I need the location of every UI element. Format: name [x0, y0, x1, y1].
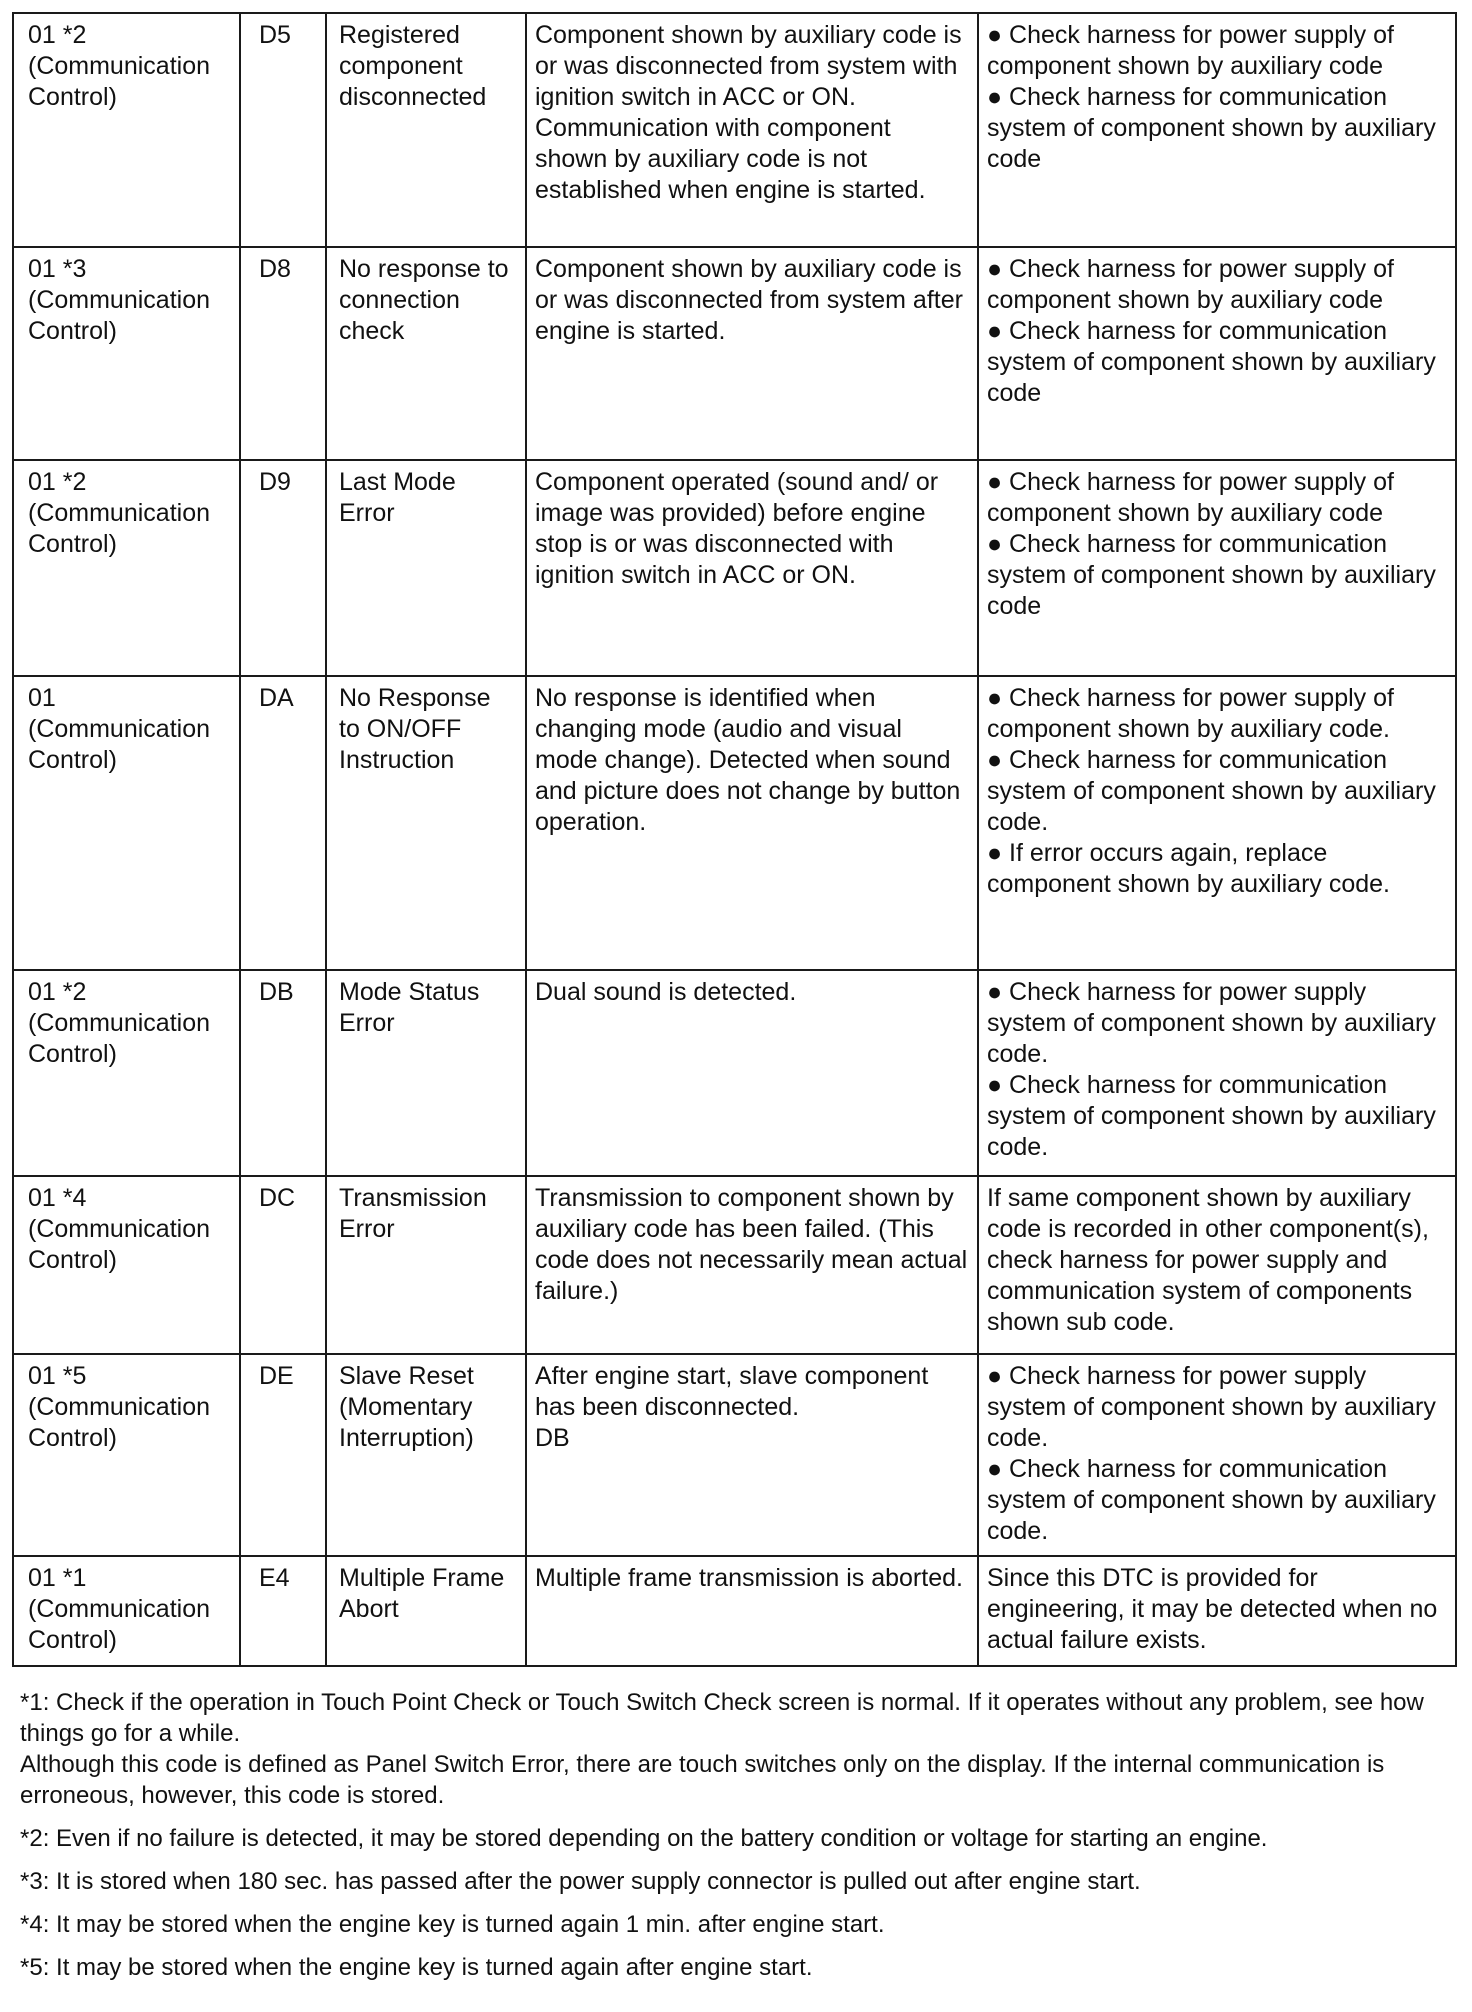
footnote-mark: *5:: [20, 1954, 50, 1981]
remedy-cell: ● Check harness for power supply of component shown by auxiliary code ● Check harness for communication system of component shown by auxiliary code: [978, 460, 1456, 676]
detection-criteria-cell: After engine start, slave component has been disconnected. DB: [526, 1354, 978, 1556]
remedy-cell: If same component shown by auxiliary code is recorded in other component(s), check harness for power supply and communication system of components shown sub code.: [978, 1176, 1456, 1354]
footnote-text: Check if the operation in Touch Point Check or Touch Switch Check screen is normal. If it operates without any problem, see how things go for a while. Although this code is defined as Panel Switch Error, there are touch switches only on the display. If the internal communication is erroneous, however, this code is stored.: [20, 1689, 1424, 1809]
footnote-text: Even if no failure is detected, it may be stored depending on the battery condition or voltage for starting an engine.: [56, 1825, 1268, 1852]
footnote-mark: *2:: [20, 1825, 50, 1852]
system-code-cell: 01 *2 (Communication Control): [13, 460, 240, 676]
dtc-code-cell: D5: [240, 13, 326, 247]
table-row: [13, 1176, 1456, 1354]
footnote-text: It is stored when 180 sec. has passed after the power supply connector is pulled out after engine start.: [56, 1868, 1141, 1895]
dtc-code-cell: DC: [240, 1176, 326, 1354]
dtc-code-cell: DB: [240, 970, 326, 1176]
diagnosis-item-cell: No response to connection check: [326, 247, 526, 460]
footnote-mark: *3:: [20, 1868, 50, 1895]
footnote: [20, 1687, 1450, 1811]
detection-criteria-cell: Component shown by auxiliary code is or was disconnected from system with ignition switch in ACC or ON. Communication with component shown by auxiliary code is not established when engine is started.: [526, 13, 978, 247]
remedy-cell: Since this DTC is provided for engineering, it may be detected when no actual failure exists.: [978, 1556, 1456, 1666]
system-code-cell: 01 *4 (Communication Control): [13, 1176, 240, 1354]
system-code-cell: 01 *2 (Communication Control): [13, 970, 240, 1176]
footnote-mark: *1:: [20, 1689, 50, 1716]
footnote: [20, 1823, 1450, 1854]
remedy-cell: ● Check harness for power supply of component shown by auxiliary code ● Check harness for communication system of component shown by auxiliary code: [978, 247, 1456, 460]
diagnosis-item-cell: Slave Reset (Momentary Interruption): [326, 1354, 526, 1556]
manual-page: [12, 12, 1460, 1995]
footnote-text: It may be stored when the engine key is turned again 1 min. after engine start.: [56, 1911, 885, 1938]
diagnosis-item-cell: No Response to ON/OFF Instruction: [326, 676, 526, 970]
detection-criteria-cell: Component shown by auxiliary code is or was disconnected from system after engine is started.: [526, 247, 978, 460]
detection-criteria-cell: Transmission to component shown by auxiliary code has been failed. (This code does not necessarily mean actual failure.): [526, 1176, 978, 1354]
system-code-cell: 01 *2 (Communication Control): [13, 13, 240, 247]
system-code-cell: 01 (Communication Control): [13, 676, 240, 970]
detection-criteria-cell: Dual sound is detected.: [526, 970, 978, 1176]
system-code-cell: 01 *1 (Communication Control): [13, 1556, 240, 1666]
footnote: [20, 1866, 1450, 1897]
detection-criteria-cell: Multiple frame transmission is aborted.: [526, 1556, 978, 1666]
remedy-cell: ● Check harness for power supply system of component shown by auxiliary code. ● Check harness for communication system of component shown by auxiliary code.: [978, 970, 1456, 1176]
remedy-cell: ● Check harness for power supply of component shown by auxiliary code ● Check harness for communication system of component shown by auxiliary code: [978, 13, 1456, 247]
footnote-text: It may be stored when the engine key is turned again after engine start.: [56, 1954, 813, 1981]
detection-criteria-cell: Component operated (sound and/ or image was provided) before engine stop is or was disconnected with ignition switch in ACC or ON.: [526, 460, 978, 676]
dtc-table: [12, 12, 1457, 1667]
diagnosis-item-cell: Multiple Frame Abort: [326, 1556, 526, 1666]
dtc-code-cell: D9: [240, 460, 326, 676]
footnote-mark: *4:: [20, 1911, 50, 1938]
diagnosis-item-cell: Transmission Error: [326, 1176, 526, 1354]
footnote: [20, 1952, 1450, 1983]
table-row: [13, 1556, 1456, 1666]
system-code-cell: 01 *5 (Communication Control): [13, 1354, 240, 1556]
dtc-code-cell: DE: [240, 1354, 326, 1556]
diagnosis-item-cell: Registered component disconnected: [326, 13, 526, 247]
diagnosis-item-cell: Last Mode Error: [326, 460, 526, 676]
table-row: [13, 970, 1456, 1176]
system-code-cell: 01 *3 (Communication Control): [13, 247, 240, 460]
diagnosis-item-cell: Mode Status Error: [326, 970, 526, 1176]
footnotes: [12, 1687, 1450, 1983]
dtc-code-cell: D8: [240, 247, 326, 460]
detection-criteria-cell: No response is identified when changing mode (audio and visual mode change). Detected when sound and picture does not change by button operation.: [526, 676, 978, 970]
remedy-cell: ● Check harness for power supply system of component shown by auxiliary code. ● Check harness for communication system of component shown by auxiliary code.: [978, 1354, 1456, 1556]
table-row: [13, 460, 1456, 676]
footnote: [20, 1909, 1450, 1940]
dtc-code-cell: E4: [240, 1556, 326, 1666]
table-row: [13, 1354, 1456, 1556]
dtc-code-cell: DA: [240, 676, 326, 970]
table-row: [13, 676, 1456, 970]
remedy-cell: ● Check harness for power supply of component shown by auxiliary code. ● Check harness for communication system of component shown by auxiliary code. ● If error occurs again, replace component shown by auxiliary code.: [978, 676, 1456, 970]
table-row: [13, 247, 1456, 460]
table-row: [13, 13, 1456, 247]
